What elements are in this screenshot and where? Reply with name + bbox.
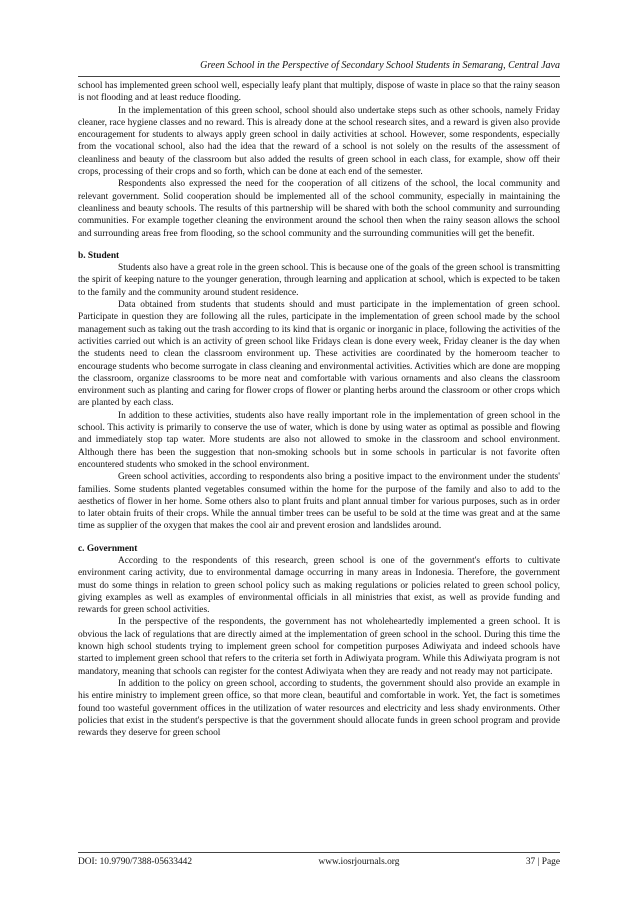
footer-rule bbox=[78, 852, 560, 853]
running-header: Green School in the Perspective of Secondary School Students in Semarang, Central Java bbox=[200, 60, 560, 71]
paragraph-3: Respondents also expressed the need for the cooperation of all citizens of the school, the local community and relevant government. Solid cooperation should be implemented all of the school community, especially in maintaining the cleanliness and beauty schools. The results of this partnership will be shared with both the school community and surrounding communities. For example together cleaning the environment around the school then when the rainy season allows the school and surrounding areas free from flooding, so the school community and the surrounding communities will get the benefit. bbox=[78, 179, 560, 239]
paragraph-5: Data obtained from students that students should and must participate in the implementation of green school. Participate in question they are following all the rules, participate in the implementation of green school made by the school management such as taking out the trash according to its kind that is organic or inorganic in place, following the activities of the activities carried out which is an activity of green school like Fridays clean is done every week, Friday cleaner is the day when the students need to clean the classroom environment up. These activities are coordinated by the homeroom teacher to encourage students who become surrogate in class cleaning and environmental activities. Activities which are done are mopping the classroom, organize classrooms to be more neat and comfortable with various ornaments and also cleans the classroom environment such as planting and caring for flower crops of flower or planting herbs around the classroom or other crops which are planted by each class. bbox=[78, 300, 560, 409]
footer-page-number: 37 | Page bbox=[525, 857, 560, 867]
section-heading-student: b. Student bbox=[78, 250, 120, 261]
paragraph-4: Students also have a great role in the green school. This is because one of the goals of the green school is transmitting the spirit of keeping nature to the younger generation, through learning and application at school, which is expected to be taken to the family and the community around student residence. bbox=[78, 263, 560, 298]
footer-doi: DOI: 10.9790/7388-05633442 bbox=[78, 857, 193, 867]
paragraph-9: In the perspective of the respondents, the government has not wholeheartedly implemented a green school. It is obvious the lack of regulations that are directly aimed at the implementation of green school in the school. During this time the known high school students trying to implement green school for competition purposes Adiwiyata and indeed schools have started to implement green school that refers to the criteria set forth in Adiwiyata program. While this Adiwiyata program is not mandatory, meaning that schools can register for the contest Adiwiyata when they are ready and not ready may not participate. bbox=[78, 617, 560, 677]
paragraph-8: According to the respondents of this research, green school is one of the government's efforts to cultivate environment caring activity, due to environmental damage occurring in many areas in Indonesia. Therefore, the government must do some things in relation to green school policy such as making regulations or policies related to green school policy, giving examples as well as examples of environmental officials in all ministries that exist, as well as provide funding and rewards for green school activities. bbox=[78, 555, 560, 616]
header-rule bbox=[78, 76, 560, 77]
paragraph-2: In the implementation of this green school, school should also undertake steps such as other schools, namely Friday cleaner, race hygiene classes and no reward. This is already done at the school research sites, and a reward is given also provide encouragement for students to always apply green school in daily activities at school. However, some respondents, especially from the vocational school, also had the idea that the reward of a school is not solely on the results of the assessment of cleanliness and beauty of the classroom but also added the results of green school in each class, for example, show off their crops, processing of their crops and so forth, which can be done at each end of the semester. bbox=[78, 105, 560, 178]
section-heading-government: c. Government bbox=[78, 543, 138, 554]
paragraph-6: In addition to these activities, students also have really important role in the implementation of green school in the school. This activity is primarily to conserve the use of water, which is done by using water as optimal as possible and flowing and immediately stop tap water. More students are also not allowed to smoke in the classroom and school environment. Although there has been the suggestion that non-smoking schools but in some schools in particular is not favorite often encountered students who smoked in the school environment. bbox=[78, 410, 560, 470]
paragraph-7: Green school activities, according to respondents also bring a positive impact to the environment under the students' families. Some students planted vegetables consumed within the home for the purpose of the family and also to add to the aesthetics of flower in her home. Some others also to plant fruits and plant annual timber for various purposes, such as in order to later obtain fruits of their crops. While the annual timber trees can be useful to be sold at the time was great and at the same time as supplier of the oxygen that makes the cool air and prevent erosion and landslides around. bbox=[78, 472, 560, 532]
paragraph-10: In addition to the policy on green school, according to students, the government should also provide an example in his entire ministry to implement green office, so that more clean, beautiful and comfortable in work. Yet, the fact is sometimes found too wasteful government offices in the utilization of water resources and electricity and less shady environments. Other policies that exist in the student's perspective is that the government should allocate funds in green school program and provide rewards they deserve for green school bbox=[78, 678, 560, 739]
body-text bbox=[78, 80, 560, 739]
footer-journal-url: www.iosrjournals.org bbox=[318, 857, 400, 867]
paragraph-1: school has implemented green school well, especially leafy plant that multiply, dispose of waste in place so that the rainy season is not flooding and at least reduce flooding. bbox=[78, 81, 560, 104]
page-footer bbox=[78, 856, 560, 868]
